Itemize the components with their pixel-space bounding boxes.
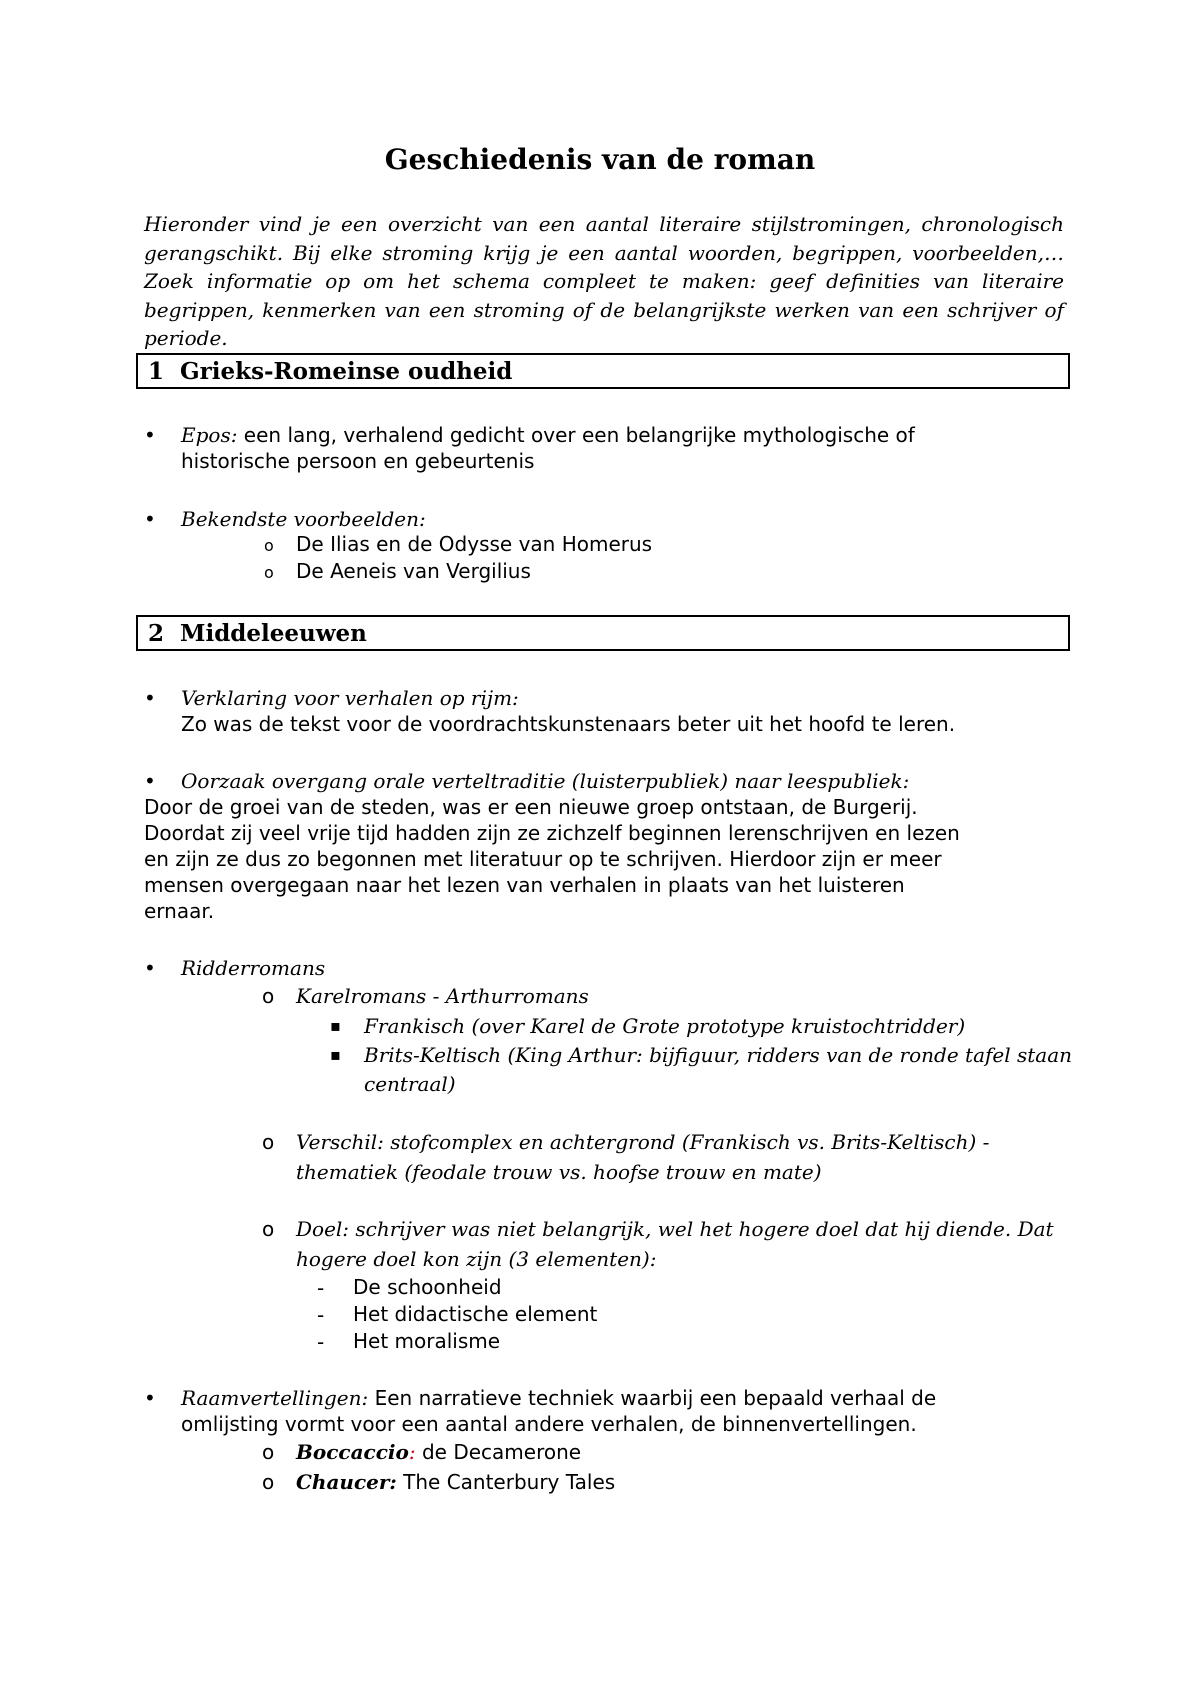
chaucer-work: The Canterbury Tales: [396, 1470, 616, 1494]
doel-item: Doel: schrijver was niet belangrijk, wel het hogere doel dat hij diende. Dat: [296, 1217, 1054, 1241]
epos-item: [181, 422, 915, 449]
circle-marker: o: [262, 1440, 275, 1464]
boccaccio-name: Boccaccio: [296, 1440, 409, 1464]
circle-marker: o: [262, 1470, 275, 1494]
boccaccio-work: de Decamerone: [415, 1440, 582, 1464]
bullet-marker: •: [144, 769, 156, 793]
section-number: 1: [148, 358, 165, 385]
section-heading-box: [136, 353, 1070, 389]
circle-marker: o: [262, 1130, 275, 1154]
oorzaak-text-line: Doordat zij veel vrije tijd hadden zijn ze zichzelf beginnen lerenschrijven en lezen: [144, 821, 960, 845]
section-number: 2: [148, 620, 165, 647]
bullet-marker: •: [144, 423, 156, 447]
brits-item-cont: centraal): [364, 1072, 456, 1096]
document-title: Geschiedenis van de roman: [384, 143, 816, 176]
bullet-marker: •: [144, 956, 156, 980]
raam-definition-cont: omlijsting vormt voor een aantal andere verhalen, de binnenvertellingen.: [181, 1412, 917, 1436]
oorzaak-text-line: ernaar.: [144, 899, 215, 923]
raam-item: [181, 1385, 936, 1412]
doel-item-cont: hogere doel kon zijn (3 elementen):: [296, 1247, 657, 1271]
list-item: De Aeneis van Vergilius: [296, 559, 531, 583]
square-marker: ▪: [330, 1045, 341, 1064]
oorzaak-label: Oorzaak overgang orale verteltraditie (luisterpubliek) naar leespubliek:: [181, 769, 910, 793]
doel-subitem: Het didactische element: [353, 1302, 598, 1326]
rijm-text: Zo was de tekst voor de voordrachtskunstenaars beter uit het hoofd te leren.: [181, 712, 956, 736]
epos-term: Epos:: [181, 423, 238, 447]
chaucer-name: Chaucer:: [296, 1470, 397, 1494]
doel-subitem: De schoonheid: [353, 1275, 502, 1299]
circle-marker: o: [264, 536, 274, 555]
dash-marker: -: [317, 1330, 325, 1354]
karel-label: Karelromans - Arthurromans: [296, 984, 589, 1008]
epos-definition-cont: historische persoon en gebeurtenis: [181, 449, 535, 473]
list-item: De Ilias en de Odysse van Homerus: [296, 532, 653, 556]
dash-marker: -: [317, 1276, 325, 1300]
oorzaak-text-line: en zijn ze dus zo begonnen met literatuur op te schrijven. Hierdoor zijn er meer: [144, 847, 942, 871]
boccaccio-colon: :: [408, 1440, 416, 1464]
dash-marker: -: [317, 1303, 325, 1327]
bullet-marker: •: [144, 507, 156, 531]
oorzaak-text-line: Door de groei van de steden, was er een nieuwe groep ontstaan, de Burgerij.: [144, 795, 918, 819]
circle-marker: o: [262, 1217, 275, 1241]
ridder-label: Ridderromans: [181, 956, 326, 980]
rijm-label: Verklaring voor verhalen op rijm:: [181, 686, 519, 710]
section-heading: Middeleeuwen: [180, 620, 367, 647]
circle-marker: o: [262, 984, 275, 1008]
bullet-marker: •: [144, 1386, 156, 1410]
verschil-item-cont: thematiek (feodale trouw vs. hoofse trouw en mate): [296, 1160, 822, 1184]
brits-item: Brits-Keltisch (King Arthur: bijfiguur, ridders van de ronde tafel staan: [364, 1043, 1073, 1067]
circle-marker: o: [264, 563, 274, 582]
boccaccio-item: [296, 1439, 581, 1466]
frankisch-item: Frankisch (over Karel de Grote prototype kruistochtridder): [364, 1014, 966, 1038]
doel-subitem: Het moralisme: [353, 1329, 501, 1353]
section-heading-box: [136, 615, 1070, 651]
raam-definition: Een narratieve techniek waarbij een bepaald verhaal de: [368, 1386, 937, 1410]
bullet-marker: •: [144, 686, 156, 710]
raam-term: Raamvertellingen:: [181, 1386, 369, 1410]
section-heading: Grieks-Romeinse oudheid: [180, 358, 513, 385]
intro-paragraph: Hieronder vind je een overzicht van een aantal literaire stijlstromingen, chronologisch gerangschikt. Bij elke stroming krijg je een aantal woorden, begrippen, voorbeelden,… Zoek informatie op om het schema compleet te maken: geef definities van literaire begrippen, kenmerken van een stroming of de belangrijkste werken van een schrijver of periode.: [144, 212, 1064, 350]
verschil-item: Verschil: stofcomplex en achtergrond (Frankisch vs. Brits-Keltisch) -: [296, 1130, 990, 1154]
oorzaak-text-line: mensen overgegaan naar het lezen van verhalen in plaats van het luisteren: [144, 873, 905, 897]
epos-definition: een lang, verhalend gedicht over een belangrijke mythologische of: [237, 423, 915, 447]
square-marker: ▪: [330, 1016, 341, 1035]
examples-label: Bekendste voorbeelden:: [181, 507, 426, 531]
chaucer-item: [296, 1469, 615, 1496]
